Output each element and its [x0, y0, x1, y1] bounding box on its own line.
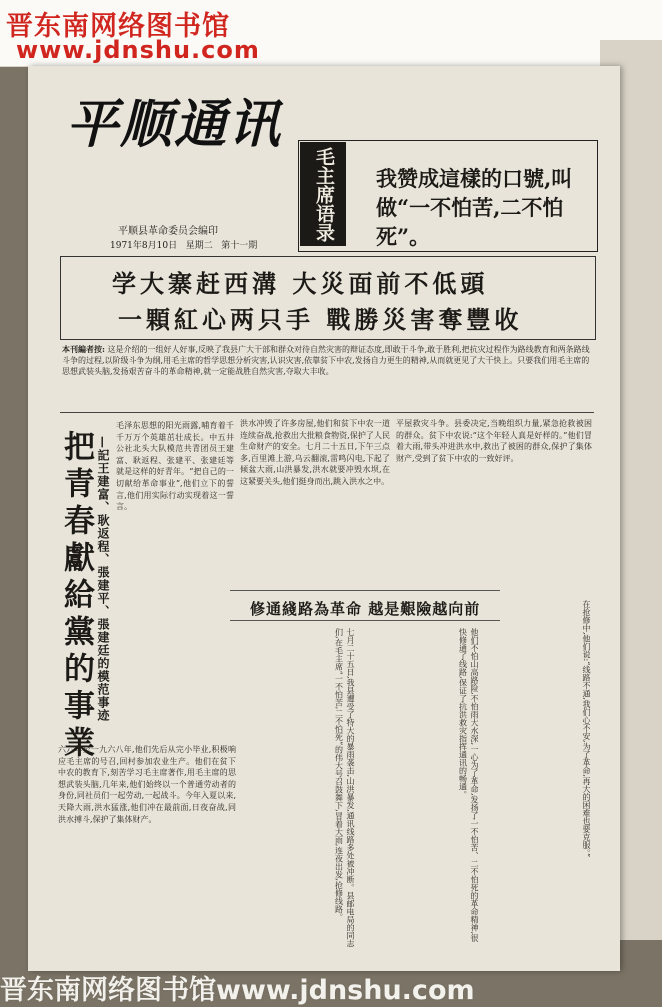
article-1-body-3: 洪水冲毁了许多房屋,他们和贫下中农一道连续奋战,抢救出大批粮食物资,保护了人民生命财产的安全。七月二十五日,下午三点多,百里滩上游,乌云翻滚,雷鸣闪电,下起了倾盆大雨,山洪暴发,洪水就要冲毁水坝,在这紧要关头,他们挺身而出,跳入洪水之中。	[240, 419, 390, 486]
article-2-rule-top	[230, 590, 500, 591]
watermark-top	[0, 0, 662, 67]
editor-note-label: 本刊編者按:	[62, 344, 105, 354]
article-1-body-1: 毛泽东思想的阳光雨露,哺育着千千万万个英雄茁壮成长。中五井公社北头大队模范共青团员王建富、耿返程、张建平、张建廷等就是这样的好青年。“把自己的一切献给革命事业”,他们立下的誓言,他们用实际行动实现着这一誓言。	[116, 421, 234, 512]
watermark-url: www.jdnshu.com	[16, 36, 260, 64]
issue-date: 1971年8月10日	[110, 241, 178, 251]
masthead: 平顺通讯	[66, 94, 283, 155]
article-1-subtitle: —記王建富、耿返程、張建平、張建廷的模范事迹	[96, 436, 110, 722]
quote-label: 毛主席语录	[300, 142, 346, 246]
article-2-rule-bottom	[230, 620, 500, 621]
watermark-title: 晋东南网络图书馆	[6, 11, 230, 42]
right-column: 平屋救灾斗争。县委决定,当晚组织力量,紧急抢救被困的群众。贫下中农说:“这个年轻人真是好样的。”他们冒着大雨,带头冲进洪水中,救出了被困的群众,保护了集体财产,受到了贫下中农的一致好评。	[396, 419, 592, 463]
headline-2: 一顆紅心两只手 戰勝災害奪豐收	[118, 305, 523, 334]
article-1-title: 把青春獻給黨的事業	[58, 430, 94, 763]
issue-number: 第十一期	[221, 241, 258, 251]
issue-weekday: 星期二	[185, 241, 213, 251]
article-2-body-1: 七月二十五日,我县遭受了特大的暴雨袭击,山洪暴发,通讯线路多处被冲断。县邮电局的同志们,在毛主席“一不怕苦,二不怕死”的伟大号召鼓舞下,冒着大雨,连夜出发,抢修线路。	[334, 628, 355, 948]
article-1-body-2: 六六年至一九六八年,他们先后从完小毕业,积极响应毛主席的号召,回村参加农业生产。他们在贫下中农的教育下,刻苦学习毛主席著作,用毛主席的思想武装头脑,几年来,他们始终以一个普通劳动者的身份,同社员们一起劳动,一起战斗。今年入夏以来,天降大雨,洪水猛涨,他们冲在最前面,日夜奋战,同洪水搏斗,保护了集体财产。	[58, 745, 236, 824]
publisher: 平顺县革命委员会编印	[118, 226, 218, 237]
divider	[60, 412, 594, 413]
editor-note	[62, 344, 592, 410]
watermark-bottom: 晋东南网络图书馆www.jdnshu.com	[0, 975, 475, 1006]
article-2-body-2: 他们不怕山高路险,不怕雨大水深,一心为了革命,发扬了一不怕苦、二不怕死的革命精神,很快修通了线路,保证了抗洪救灾指挥通讯的畅通。	[458, 628, 479, 943]
quote-text: 我赞成這樣的口號,叫做“一不怕苦,二不怕死”。	[376, 166, 573, 249]
article-2-body-3: 在抢修中,他们说:“线路不通,我们心不安,为了革命,再大的困难也要克服。”	[582, 600, 591, 858]
headline-1: 学大寨赶西溝 大災面前不低頭	[112, 269, 489, 298]
article-2-title: 修通綫路為革命 越是艱險越向前	[250, 600, 481, 618]
editor-note-text: 这是介绍的一组好人好事,反映了我县广大干部和群众对待自然灾害的辩证态度,即敢于斗争,敢于胜利,把抗灾过程作为路线教育和两条路线斗争的过程,以阶级斗争为纲,用毛主席的哲学思想分析灾害,认识灾害,依靠贫下中农,发扬自力更生的精神,从而就更见了大干快上。只要我们用毛主席的思想武装头脑,发扬艰苦奋斗的革命精神,就一定能战胜自然灾害,夺取大丰收。	[62, 345, 590, 376]
date-line	[110, 238, 257, 251]
